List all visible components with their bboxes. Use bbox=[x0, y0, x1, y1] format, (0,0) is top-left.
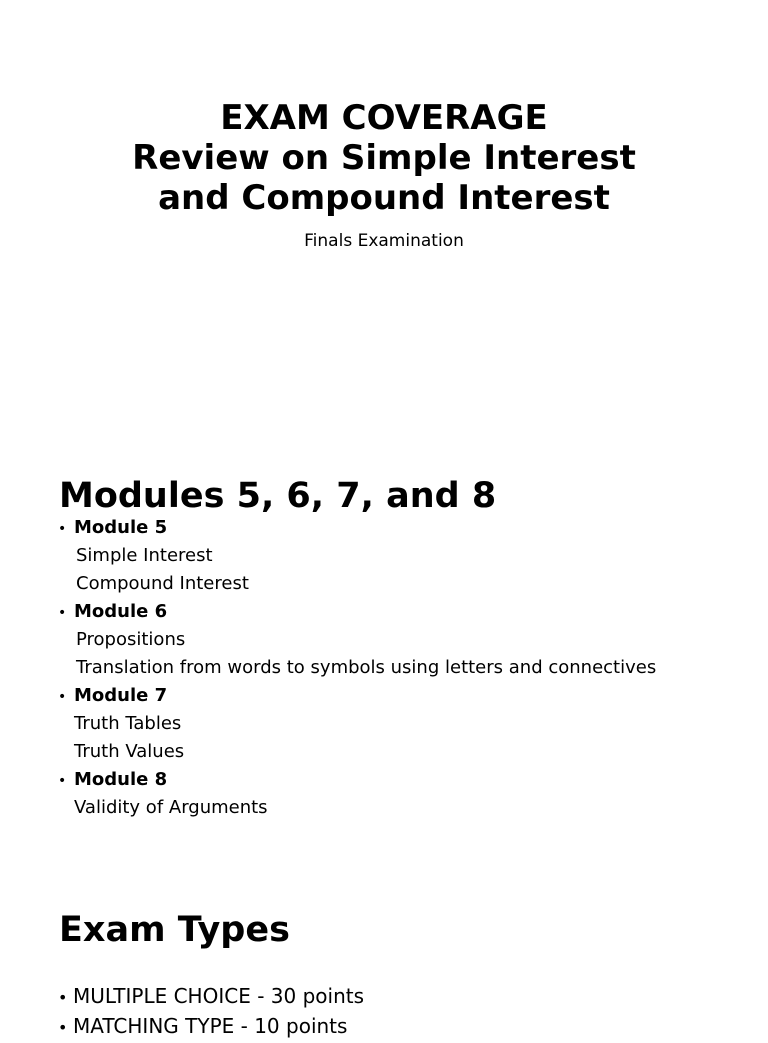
module-item-8 bbox=[58, 766, 167, 794]
bullet-icon: • bbox=[58, 521, 67, 537]
module-item-5 bbox=[58, 514, 167, 542]
exam-types-heading: Exam Types bbox=[59, 910, 290, 950]
title-line-3: and Compound Interest bbox=[158, 178, 610, 218]
document-subtitle: Finals Examination bbox=[304, 231, 464, 251]
module-item-7 bbox=[58, 682, 167, 710]
bullet-icon: • bbox=[58, 1018, 68, 1037]
exam-type-item bbox=[58, 1011, 347, 1041]
module-topic: Truth Tables bbox=[74, 713, 182, 734]
exam-type-label: MATCHING TYPE - 10 points bbox=[73, 1014, 348, 1038]
module-topic: Validity of Arguments bbox=[74, 797, 268, 818]
exam-type-label: MULTIPLE CHOICE - 30 points bbox=[73, 984, 365, 1008]
exam-type-item bbox=[58, 981, 364, 1011]
bullet-icon: • bbox=[58, 605, 67, 621]
module-topic: Truth Values bbox=[74, 741, 185, 762]
bullet-icon: • bbox=[58, 689, 67, 705]
module-label: Module 7 bbox=[74, 685, 168, 706]
module-item-6 bbox=[58, 598, 167, 626]
bullet-icon: • bbox=[58, 988, 68, 1007]
module-label: Module 6 bbox=[74, 601, 168, 622]
module-label: Module 5 bbox=[74, 517, 168, 538]
document-title bbox=[0, 98, 768, 252]
module-topic: Compound Interest bbox=[76, 573, 249, 594]
title-line-2: Review on Simple Interest bbox=[132, 138, 636, 178]
module-label: Module 8 bbox=[74, 769, 168, 790]
module-topic: Propositions bbox=[76, 629, 186, 650]
module-topic: Translation from words to symbols using letters and connectives bbox=[76, 657, 657, 678]
title-line-1: EXAM COVERAGE bbox=[220, 98, 548, 138]
modules-heading: Modules 5, 6, 7, and 8 bbox=[59, 476, 497, 516]
module-topic: Simple Interest bbox=[76, 545, 213, 566]
bullet-icon: • bbox=[58, 773, 67, 789]
